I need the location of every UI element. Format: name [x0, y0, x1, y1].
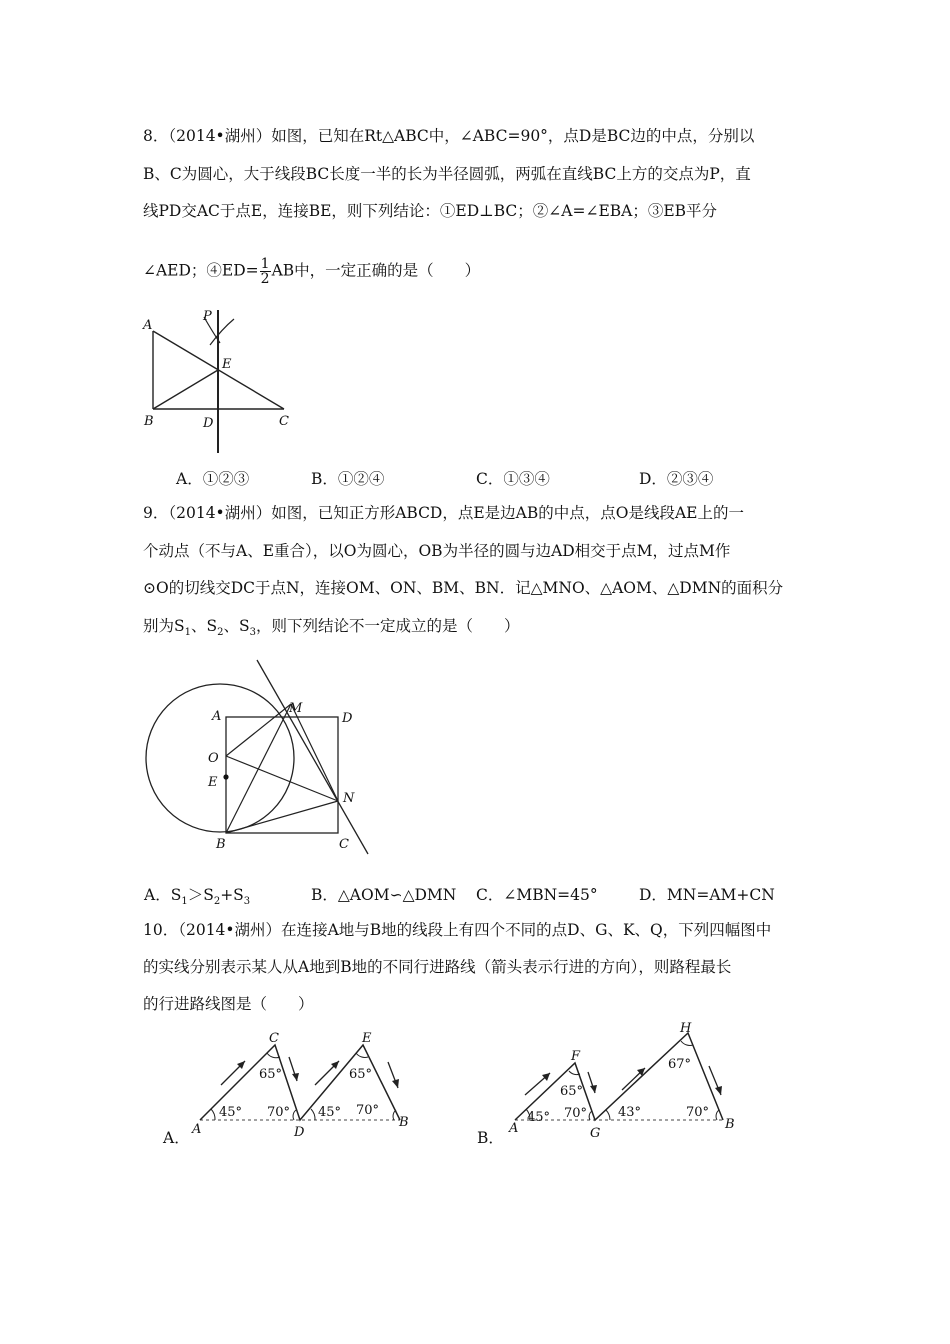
- q8-line-4-post: AB中，一定正确的是（ ）: [271, 261, 481, 280]
- q10-figure-a: [185, 1030, 420, 1145]
- q9-figure: [140, 655, 380, 860]
- q9-label-A: A: [212, 709, 222, 724]
- q9-opt-a-part-2: ＞S: [187, 886, 214, 904]
- q10-line-2: 的实线分别表示某人从A地到B地的不同行进路线（箭头表示行进的方向），则路程最长: [143, 958, 732, 976]
- q9-label-B: B: [216, 837, 226, 852]
- q10a-label-E: E: [362, 1031, 372, 1046]
- q8-option-c[interactable]: C．①③④: [476, 470, 550, 488]
- q9-line-2: 个动点（不与A、E重合），以O为圆心，OB为半径的圆与边AD相交于点M，过点M作: [143, 542, 731, 560]
- q9-line-4-b: 、S: [191, 617, 218, 635]
- q9-opt-a-part-1: A．S: [144, 886, 182, 904]
- q10b-label-B: B: [725, 1117, 735, 1132]
- q8-option-d[interactable]: D．②③④: [639, 470, 714, 488]
- q9-line-1: 9．（2014•湖州）如图，已知正方形ABCD，点E是边AB的中点，点O是线段AE上的一: [143, 504, 744, 522]
- q10a-angle-6: 70°: [356, 1103, 380, 1118]
- q10a-angle-4: 45°: [318, 1105, 342, 1120]
- q10b-label-H: H: [680, 1021, 692, 1036]
- q9-label-N: N: [343, 791, 355, 806]
- q10a-angle-2: 65°: [259, 1067, 283, 1082]
- q10a-label-D: D: [294, 1125, 305, 1140]
- q9-line-3: ⊙O的切线交DC于点N，连接OM、ON、BM、BN．记△MNO、△AOM、△DMN的面积分: [143, 579, 784, 597]
- q8-figure: [140, 305, 310, 455]
- q8-label-D: D: [203, 416, 214, 431]
- q9-option-d[interactable]: D．MN=AM+CN: [639, 886, 775, 904]
- fraction-numerator: 1: [260, 256, 270, 272]
- q10-line-3: 的行进路线图是（ ）: [143, 995, 314, 1013]
- q9-option-b[interactable]: B．△AOM∽△DMN: [311, 886, 457, 904]
- q9-sub-1: 1: [184, 627, 191, 639]
- q9-opt-a-sub-1: 1: [181, 896, 188, 908]
- q9-option-c[interactable]: C．∠MBN=45°: [476, 886, 598, 904]
- q10a-angle-1: 45°: [219, 1105, 243, 1120]
- q9-label-E: E: [208, 775, 218, 790]
- q10b-label-G: G: [590, 1126, 601, 1141]
- q10a-angle-5: 65°: [349, 1067, 373, 1082]
- q9-label-M: M: [289, 701, 303, 716]
- q10b-angle-6: 70°: [686, 1105, 710, 1120]
- q10b-angle-2: 65°: [560, 1084, 584, 1099]
- q9-line-4-c: 、S: [223, 617, 250, 635]
- q8-line-3: 线PD交AC于点E，连接BE，则下列结论：①ED⊥BC；②∠A=∠EBA；③EB平分: [143, 202, 718, 220]
- q9-sub-2: 2: [217, 627, 224, 639]
- fraction-denominator: 2: [260, 271, 270, 287]
- q10b-angle-5: 67°: [668, 1057, 692, 1072]
- q9-label-D: D: [342, 711, 353, 726]
- q10b-angle-1: 45°: [527, 1110, 551, 1125]
- q8-line-4: [143, 257, 480, 286]
- q8-option-a[interactable]: A．①②③: [176, 470, 250, 488]
- q10-option-b[interactable]: B．: [477, 1129, 504, 1147]
- q10a-label-C: C: [269, 1031, 279, 1046]
- q10b-angle-4: 43°: [618, 1105, 642, 1120]
- q10-line-1: 10．（2014•湖州）在连接A地与B地的线段上有四个不同的点D、G、K、Q，下列四幅图中: [143, 921, 772, 939]
- q10b-angle-3: 70°: [564, 1106, 588, 1121]
- q8-label-P: P: [203, 309, 212, 324]
- q8-label-B: B: [144, 414, 154, 429]
- q8-label-E: E: [222, 357, 232, 372]
- q9-line-4: [143, 616, 520, 643]
- q10a-label-A: A: [192, 1122, 202, 1137]
- q9-sub-3: 3: [249, 627, 256, 639]
- q9-opt-a-sub-2: 2: [213, 896, 221, 908]
- q8-label-A: A: [143, 318, 153, 333]
- q9-opt-a-part-3: +S: [220, 886, 244, 904]
- q8-option-b[interactable]: B．①②④: [311, 470, 385, 488]
- q10-option-a[interactable]: A．: [163, 1129, 190, 1147]
- q8-label-C: C: [279, 414, 289, 429]
- q10-figure-b: [505, 1020, 750, 1145]
- q8-fraction: [260, 257, 271, 286]
- q9-line-4-d: ，则下列结论不一定成立的是（ ）: [256, 617, 520, 635]
- q8-line-4-pre: ∠AED；④ED=: [143, 261, 259, 280]
- q9-label-C: C: [339, 837, 349, 852]
- q9-option-a[interactable]: [144, 885, 250, 912]
- q10b-label-A: A: [509, 1121, 519, 1136]
- q10a-label-B: B: [399, 1115, 409, 1130]
- q8-line-2: B、C为圆心，大于线段BC长度一半的长为半径圆弧，两弧在直线BC上方的交点为P，直: [143, 165, 751, 183]
- q10a-angle-3: 70°: [267, 1105, 291, 1120]
- q8-line-1: 8．（2014•湖州）如图，已知在Rt△ABC中，∠ABC=90°，点D是BC边的中点，分别以: [143, 127, 755, 145]
- q9-opt-a-sub-3: 3: [243, 896, 251, 908]
- q10b-label-F: F: [571, 1049, 581, 1064]
- q9-label-O: O: [208, 751, 219, 766]
- q9-line-4-a: 别为S: [143, 617, 185, 635]
